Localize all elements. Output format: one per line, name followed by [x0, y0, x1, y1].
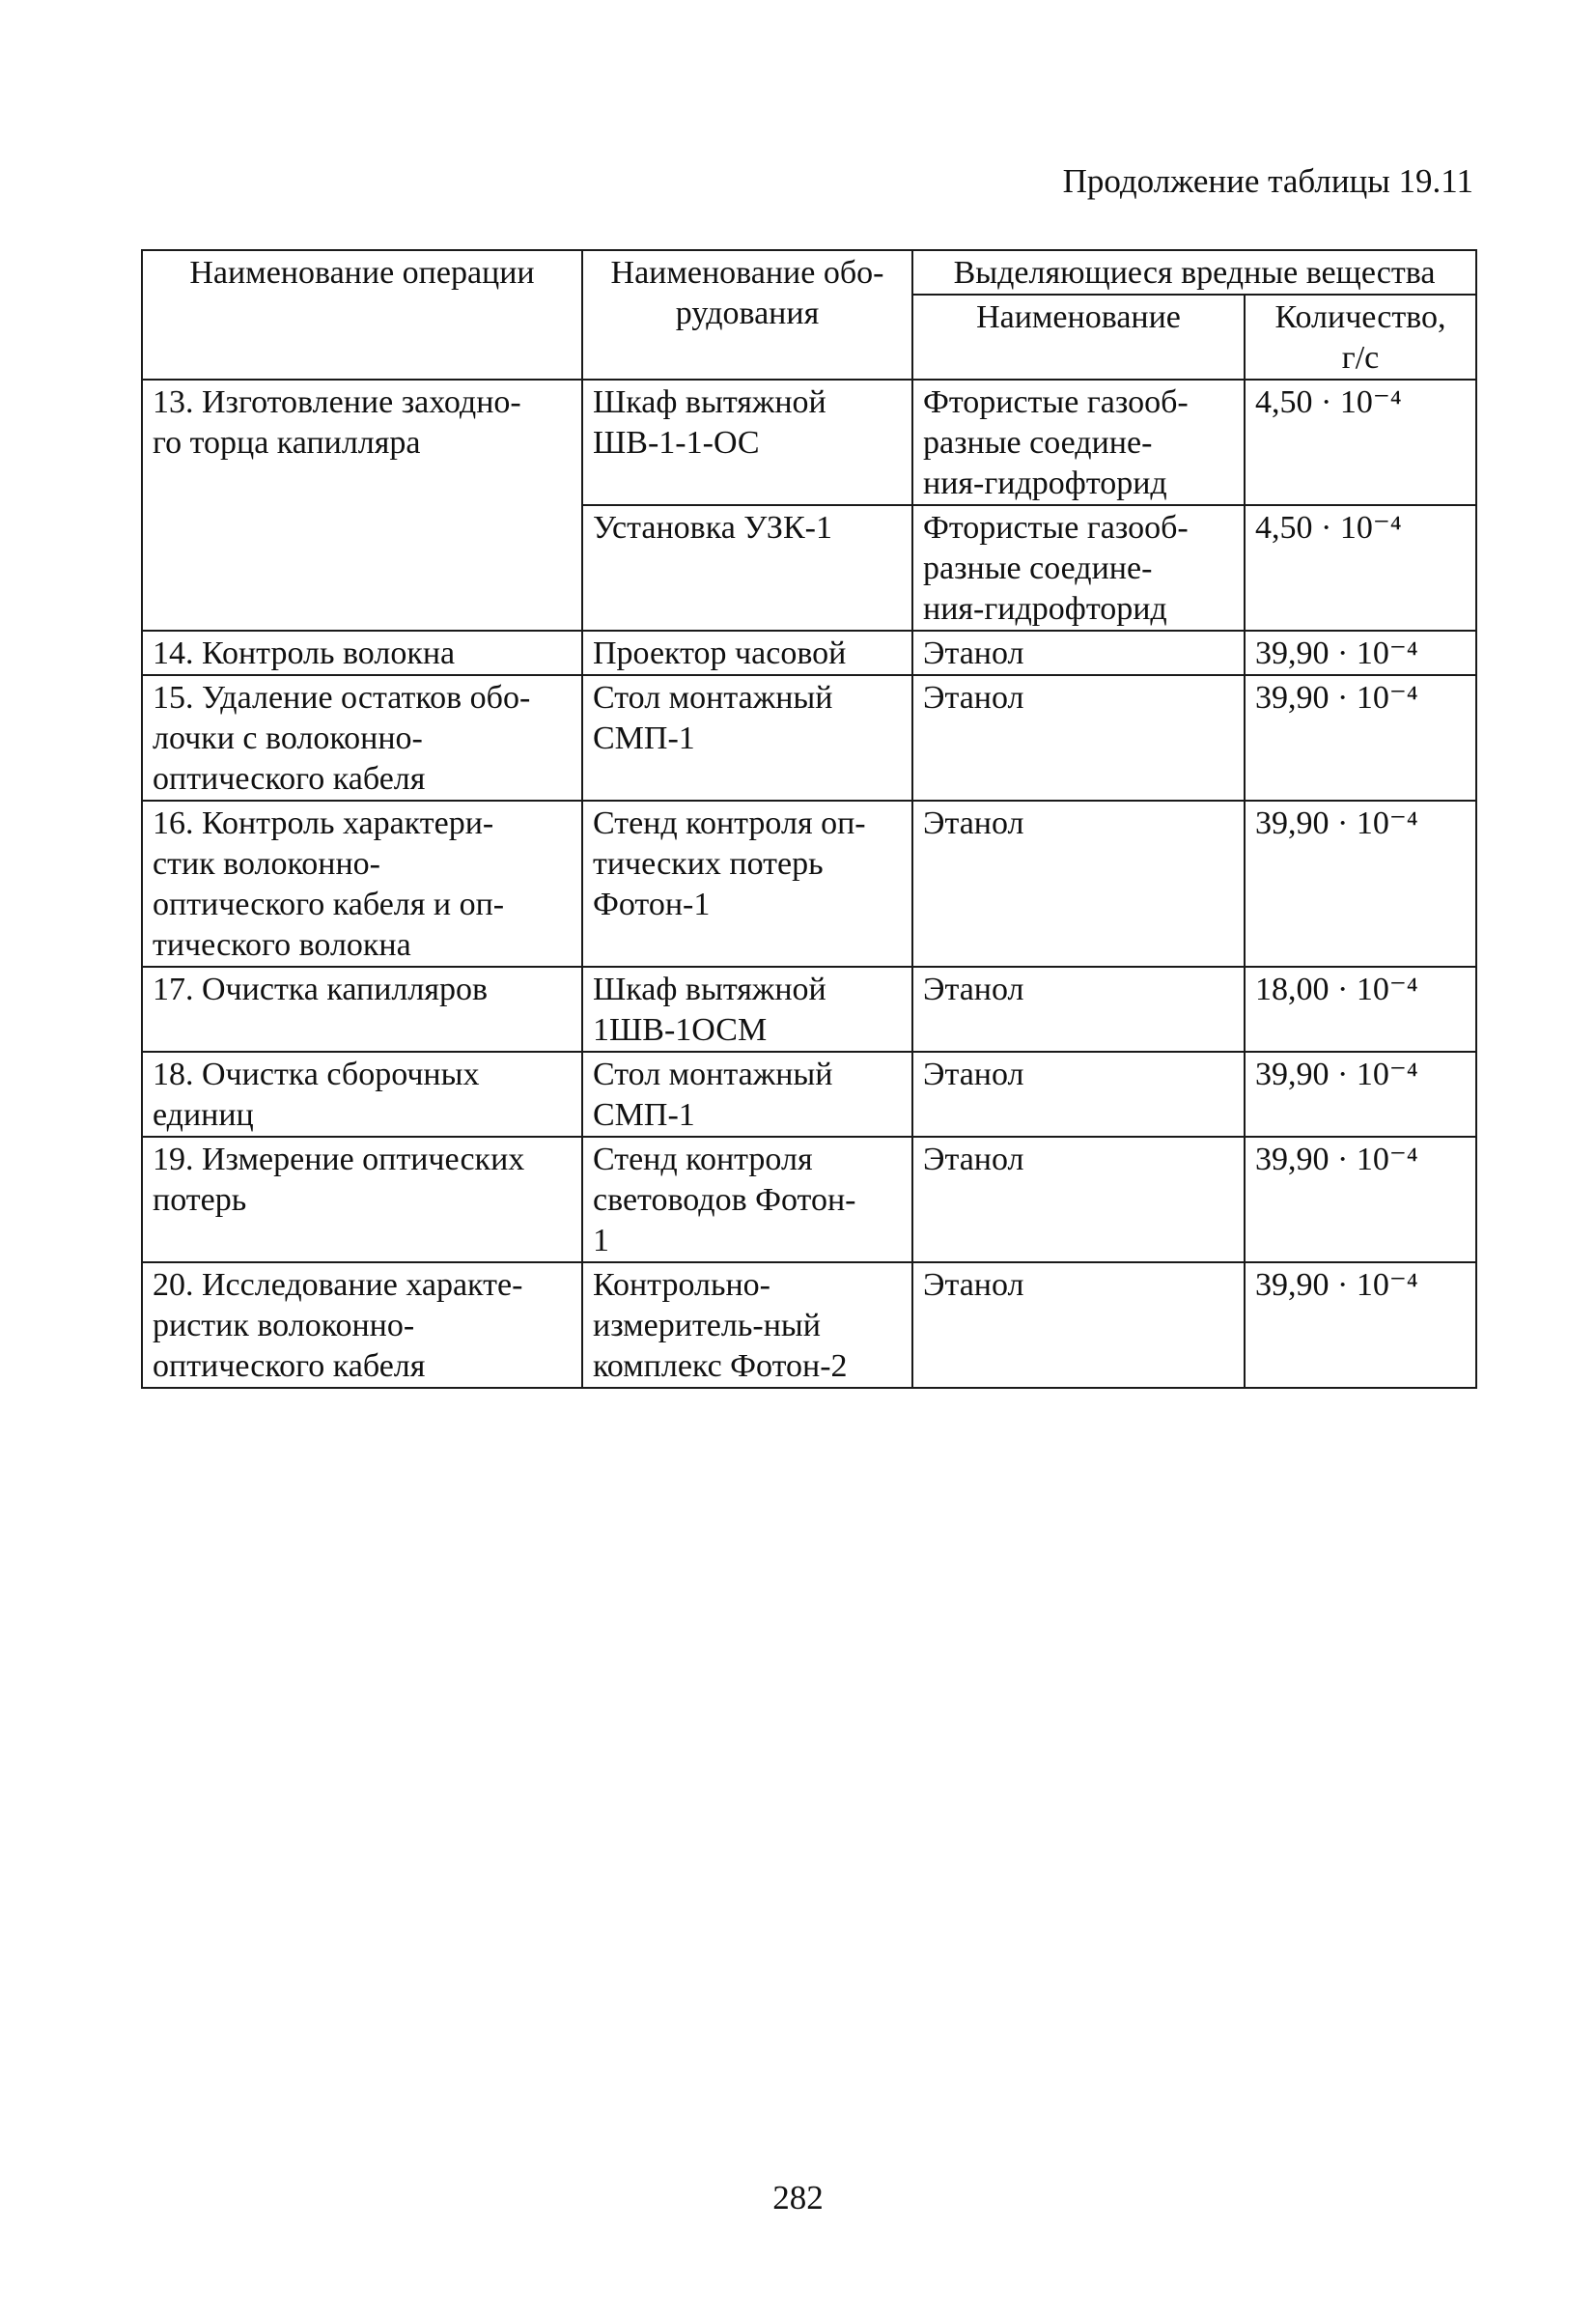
- substance-cell: Этанол: [912, 675, 1245, 801]
- table-row: [142, 631, 1476, 675]
- operation-cell: 19. Измерение оптических потерь: [142, 1137, 582, 1262]
- emissions-table: [141, 249, 1477, 1389]
- equipment-cell: Стол монтажный СМП-1: [582, 1052, 912, 1137]
- header-substance-name: Наименование: [912, 295, 1245, 380]
- quantity-cell: 39,90 · 10⁻⁴: [1245, 801, 1476, 967]
- operation-cell: 13. Изготовление заходно- го торца капилляра: [142, 380, 582, 631]
- quantity-cell: 4,50 · 10⁻⁴: [1245, 380, 1476, 505]
- quantity-cell: 18,00 · 10⁻⁴: [1245, 967, 1476, 1052]
- table-row: [142, 380, 1476, 505]
- substance-cell: Этанол: [912, 1262, 1245, 1388]
- quantity-cell: 39,90 · 10⁻⁴: [1245, 1137, 1476, 1262]
- header-operation: Наименование операции: [142, 250, 582, 380]
- substance-cell: Этанол: [912, 631, 1245, 675]
- equipment-cell: Установка УЗК-1: [582, 505, 912, 631]
- table-row: [142, 1137, 1476, 1262]
- quantity-cell: 39,90 · 10⁻⁴: [1245, 1262, 1476, 1388]
- quantity-cell: 39,90 · 10⁻⁴: [1245, 675, 1476, 801]
- quantity-cell: 39,90 · 10⁻⁴: [1245, 631, 1476, 675]
- equipment-cell: Стенд контроля световодов Фотон- 1: [582, 1137, 912, 1262]
- page-number: 282: [772, 2179, 824, 2216]
- quantity-cell: 4,50 · 10⁻⁴: [1245, 505, 1476, 631]
- operation-cell: 17. Очистка капилляров: [142, 967, 582, 1052]
- table-row: [142, 1262, 1476, 1388]
- operation-cell: 16. Контроль характери- стик волоконно- оптического кабеля и оп- тического волокна: [142, 801, 582, 967]
- operation-cell: 18. Очистка сборочных единиц: [142, 1052, 582, 1137]
- table-caption: Продолжение таблицы 19.11: [1062, 162, 1473, 200]
- substance-cell: Фтористые газооб- разные соедине- ния-гидрофторид: [912, 505, 1245, 631]
- header-substances: Выделяющиеся вредные вещества: [912, 250, 1476, 295]
- substance-cell: Этанол: [912, 801, 1245, 967]
- table-row: [142, 967, 1476, 1052]
- quantity-cell: 39,90 · 10⁻⁴: [1245, 1052, 1476, 1137]
- substance-cell: Этанол: [912, 967, 1245, 1052]
- equipment-cell: Стенд контроля оп- тических потерь Фотон-1: [582, 801, 912, 967]
- table-row: [142, 675, 1476, 801]
- table-row: [142, 1052, 1476, 1137]
- table-header-row: [142, 250, 1476, 295]
- substance-cell: Этанол: [912, 1137, 1245, 1262]
- operation-cell: 14. Контроль волокна: [142, 631, 582, 675]
- operation-cell: 15. Удаление остатков обо- лочки с волоконно- оптического кабеля: [142, 675, 582, 801]
- table-row: [142, 801, 1476, 967]
- operation-cell: 20. Исследование характе- ристик волоконно- оптического кабеля: [142, 1262, 582, 1388]
- substance-cell: Фтористые газооб- разные соедине- ния-гидрофторид: [912, 380, 1245, 505]
- equipment-cell: Контрольно- измеритель-ный комплекс Фотон-2: [582, 1262, 912, 1388]
- header-substance-quantity: Количество, г/с: [1245, 295, 1476, 380]
- substance-cell: Этанол: [912, 1052, 1245, 1137]
- equipment-cell: Шкаф вытяжной 1ШВ-1ОСМ: [582, 967, 912, 1052]
- header-equipment: Наименование обо- рудования: [582, 250, 912, 380]
- equipment-cell: Проектор часовой: [582, 631, 912, 675]
- equipment-cell: Шкаф вытяжной ШВ-1-1-ОС: [582, 380, 912, 505]
- equipment-cell: Стол монтажный СМП-1: [582, 675, 912, 801]
